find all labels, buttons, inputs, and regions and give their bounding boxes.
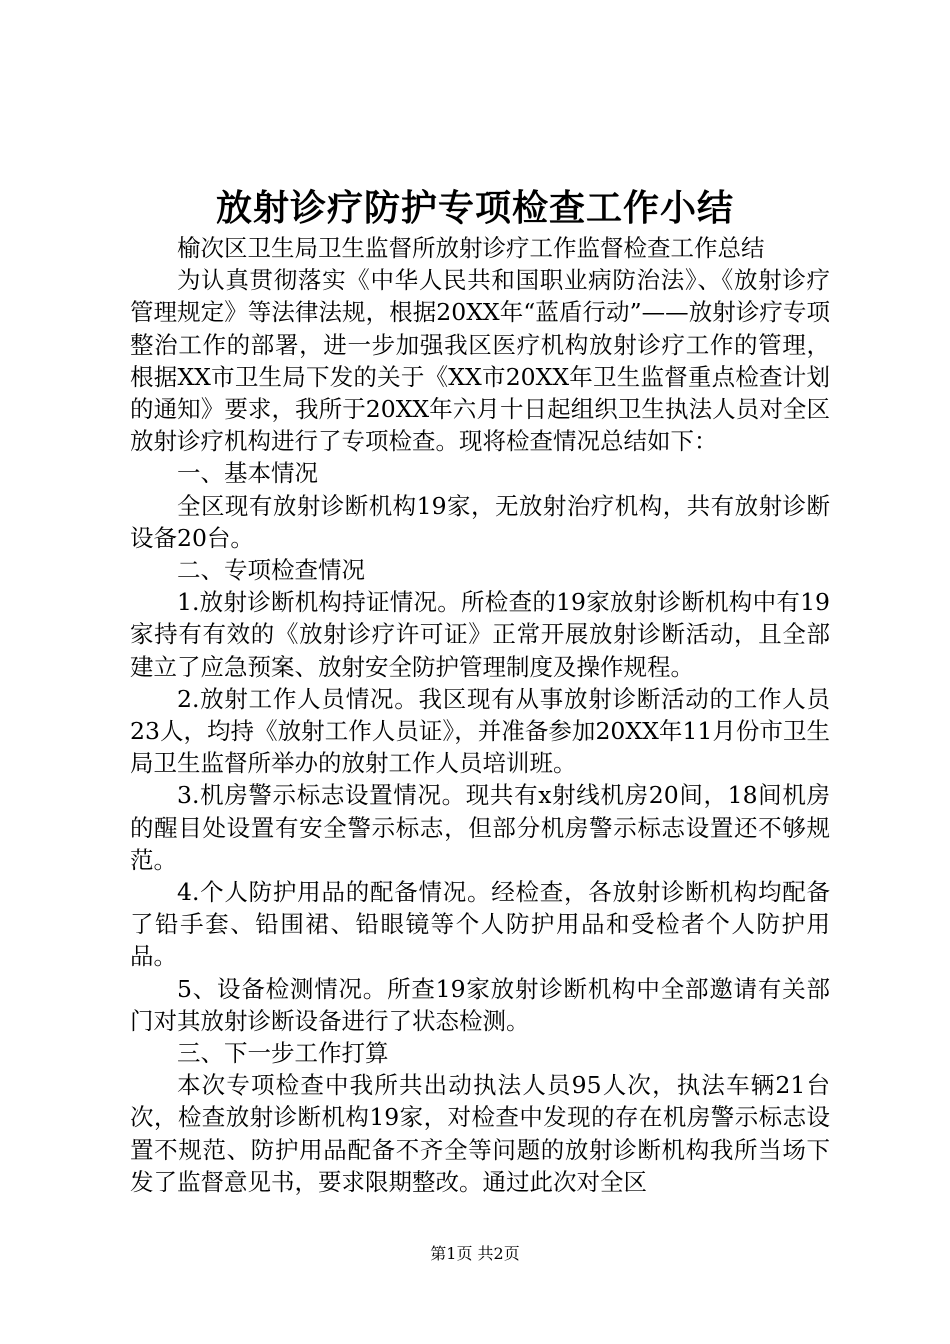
page-number-footer: 第1页 共2页	[430, 1244, 520, 1263]
paragraph-intro: 为认真贯彻落实《中华人民共和国职业病防治法》、《放射诊疗管理规定》等法律法规，根据20XX年“蓝盾行动”——放射诊疗专项整治工作的部署，进一步加强我区医疗机构放射诊疗工作的管理，根据XX市卫生局下发的关于《XX市20XX年卫生监督重点检查计划的通知》要求，我所于20XX年六月十日起组织卫生执法人员对全区放射诊疗机构进行了专项检查。现将检查情况总结如下：	[130, 266, 830, 456]
section-heading-basic: 一、基本情况	[177, 459, 318, 488]
section-heading-next: 三、下一步工作打算	[177, 1039, 389, 1068]
paragraph-next: 本次专项检查中我所共出动执法人员95人次，执法车辆21台次，检查放射诊断机构19家，对检查中发现的存在机房警示标志设置不规范、防护用品配备不齐全等问题的放射诊断机构我所当场下发了监督意见书，要求限期整改。通过此次对全区	[130, 1071, 830, 1196]
paragraph-basic: 全区现有放射诊断机构19家，无放射治疗机构，共有放射诊断设备20台。	[130, 491, 830, 552]
document-body	[130, 232, 830, 1198]
paragraph-item-5: 5、设备检测情况。所查19家放射诊断机构中全部邀请有关部门对其放射诊断设备进行了状态检测。	[130, 974, 830, 1035]
paragraph-subtitle: 榆次区卫生局卫生监督所放射诊疗工作监督检查工作总结	[177, 234, 765, 262]
document-title: 放射诊疗防护专项检查工作小结	[215, 187, 734, 229]
paragraph-item-3: 3.机房警示标志设置情况。现共有x射线机房20间，18间机房的醒目处设置有安全警示标志，但部分机房警示标志设置还不够规范。	[130, 781, 830, 874]
section-heading-inspection: 二、专项检查情况	[177, 556, 365, 585]
paragraph-item-2: 2.放射工作人员情况。我区现有从事放射诊断活动的工作人员23人，均持《放射工作人员证》，并准备参加20XX年11月份市卫生局卫生监督所举办的放射工作人员培训班。	[130, 684, 830, 778]
paragraph-item-1: 1.放射诊断机构持证情况。所检查的19家放射诊断机构中有19家持有有效的《放射诊疗许可证》正常开展放射诊断活动，且全部建立了应急预案、放射安全防护管理制度及操作规程。	[130, 588, 830, 681]
paragraph-item-4: 4.个人防护用品的配备情况。经检查，各放射诊断机构均配备了铅手套、铅围裙、铅眼镜等个人防护用品和受检者个人防护用品。	[130, 878, 830, 971]
